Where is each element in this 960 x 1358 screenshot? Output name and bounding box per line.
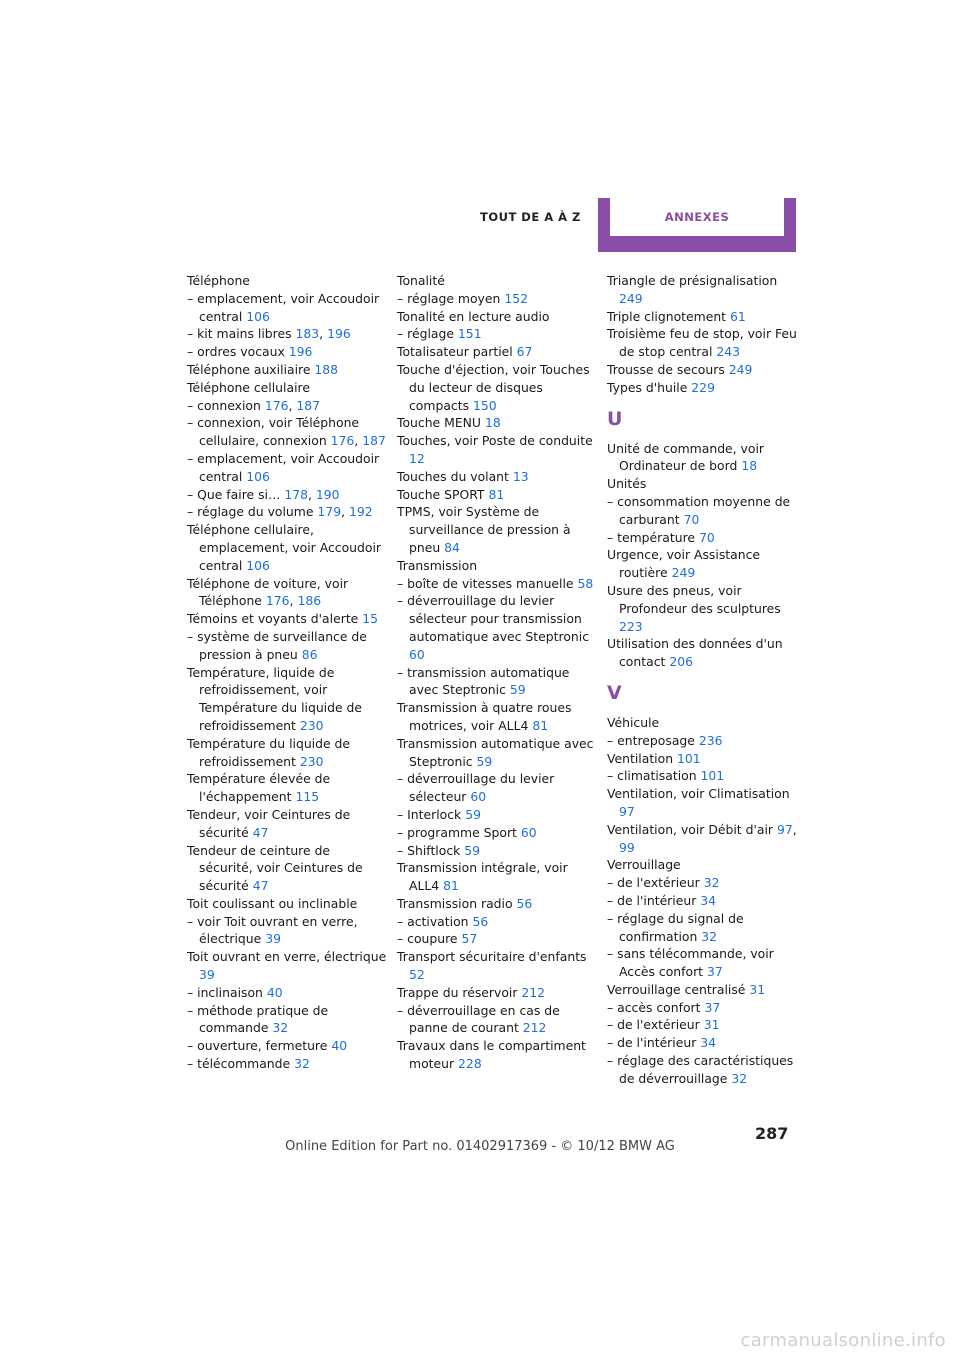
index-entry (607, 767, 803, 785)
index-entry-text: – programme Sport (397, 824, 517, 840)
page-reference-link[interactable]: 178 (284, 486, 308, 502)
index-entry (607, 874, 803, 892)
index-entry-text: Trousse de secours (607, 361, 725, 377)
index-entry (187, 272, 387, 290)
index-entry (607, 582, 803, 635)
index-entry (397, 824, 597, 842)
index-entry (187, 1002, 387, 1038)
page-reference-link[interactable]: 152 (504, 290, 528, 306)
index-entry-text: – de l'extérieur (607, 875, 700, 891)
index-entry-text: Urgence, voir Assistance routière (607, 547, 761, 581)
page-reference-link[interactable]: 81 (532, 717, 549, 733)
page-reference-link[interactable]: 59 (476, 753, 493, 769)
index-entry-text: Température du liquide de refroidissement (187, 735, 351, 769)
index-entry-text: Température, liquide de refroidissement, voir Température du liquide de refroidissement (187, 664, 363, 733)
index-entry-text: – déverrouillage du levier sélecteur pour transmission automatique avec Steptronic (397, 593, 590, 644)
index-entry (187, 450, 387, 486)
index-entry-text: Verrouillage centralisé (607, 981, 746, 997)
page-reference-link[interactable]: 236 (698, 732, 723, 748)
index-entry (397, 272, 597, 290)
page-reference-link[interactable]: 101 (700, 768, 725, 784)
index-entry-text: TPMS, voir Système de surveillance de pression à pneu (397, 504, 571, 555)
index-entry-text: Transport sécuritaire d'enfants (397, 949, 587, 965)
index-entry-text: – sans télécommande, voir Accès confort (607, 946, 774, 980)
index-entry-text: – ouverture, fermeture (187, 1038, 328, 1054)
index-entry-text: – de l'intérieur (607, 892, 697, 908)
page-reference-link[interactable]: 58 (577, 575, 594, 591)
page-reference-link[interactable]: 150 (473, 397, 497, 413)
index-entry-text: Touches du volant (397, 468, 509, 484)
index-column-3 (607, 272, 803, 1088)
index-entry-text: – emplacement, voir Accoudoir central (187, 290, 380, 324)
index-entry (397, 290, 597, 308)
page-reference-link[interactable]: 60 (409, 646, 425, 662)
page-reference-link[interactable]: 106 (246, 308, 270, 324)
page-reference-link[interactable]: 101 (677, 750, 701, 766)
page-reference-link[interactable]: 39 (199, 967, 215, 983)
page-reference-link[interactable]: 229 (691, 379, 715, 395)
index-letter-heading: V (607, 681, 622, 704)
page-reference-link[interactable]: 52 (409, 967, 425, 983)
index-entry (397, 503, 597, 556)
page-reference-link[interactable]: 34 (700, 892, 717, 908)
index-entry (607, 910, 803, 946)
index-entry-text: Unité de commande, voir Ordinateur de bord (607, 440, 765, 474)
index-entry-text: Toit coulissant ou inclinable (187, 895, 358, 911)
index-entry (187, 913, 387, 949)
index-entry (397, 735, 597, 771)
page-reference-link[interactable]: 37 (704, 999, 721, 1015)
index-entry-text: – transmission automatique avec Steptronic (397, 664, 570, 698)
page-reference-link[interactable]: 56 (516, 895, 533, 911)
index-entry-text: Types d'huile (607, 379, 688, 395)
index-entry (187, 664, 387, 735)
index-entry (187, 610, 387, 628)
index-entry (397, 842, 597, 860)
page-number: 287 (755, 1124, 789, 1143)
page-reference-link[interactable]: 32 (294, 1056, 310, 1072)
index-entry (187, 1055, 387, 1073)
index-entry (607, 475, 803, 493)
index-entry (607, 493, 803, 529)
index-entry (397, 859, 597, 895)
page-reference-link[interactable]: 39 (265, 931, 281, 947)
footer-edition: Online Edition for Part no. 01402917369 - © 10/12 BMW AG (285, 1139, 675, 1154)
page-reference-link[interactable]: 115 (295, 789, 320, 805)
page-reference-link[interactable]: 196 (327, 326, 351, 342)
index-entry-text: Téléphone auxiliaire (187, 361, 311, 377)
index-entry (187, 895, 387, 913)
index-entry: – réglage du volume 179, 192 (187, 504, 373, 520)
page-reference-link[interactable]: 176 (330, 433, 355, 449)
page-reference-link[interactable]: 18 (484, 415, 501, 431)
index-entry-text: Téléphone de voiture, voir Téléphone (187, 575, 349, 609)
index-entry (607, 945, 803, 981)
page-reference-link[interactable]: 37 (707, 964, 723, 980)
index-entry (397, 664, 597, 700)
index-entry (607, 1034, 803, 1052)
index-entry (607, 325, 803, 361)
index-entry-text: Transmission radio (397, 895, 513, 911)
page-reference-link[interactable]: 228 (458, 1056, 482, 1072)
page-reference-link[interactable]: 32 (703, 875, 720, 891)
page-reference-link[interactable]: 187 (296, 397, 321, 413)
index-entry (397, 308, 597, 326)
page-reference-link[interactable]: 176 (264, 397, 289, 413)
index-entry: – connexion 176, 187 (187, 397, 321, 413)
page-reference-link[interactable]: 31 (703, 1017, 720, 1033)
page-reference-link[interactable]: 86 (301, 646, 318, 662)
index-entry-text: Transmission (397, 557, 478, 573)
index-column-2 (397, 272, 597, 1073)
index-entry-text: Transmission automatique avec Steptronic (397, 735, 594, 769)
page-reference-link[interactable]: 249 (671, 565, 696, 581)
page-reference-link[interactable]: 47 (252, 878, 269, 894)
index-entry: – kit mains libres 183, 196 (187, 326, 351, 342)
page-reference-link[interactable]: 40 (331, 1038, 348, 1054)
index-entry: Ventilation, voir Débit d'air 97, 99 (607, 821, 797, 855)
index-entry (607, 635, 803, 671)
page-reference-link[interactable]: 249 (728, 361, 753, 377)
index-entry-text: – Interlock (397, 806, 462, 822)
index-entry-text: Transmission à quatre roues motrices, voir ALL4 (397, 700, 572, 733)
page-reference-link[interactable]: 106 (246, 557, 270, 573)
page-reference-link[interactable]: 59 (465, 806, 481, 822)
index-entry (607, 732, 803, 750)
index-letter-heading: U (607, 407, 623, 430)
index-entry (397, 468, 597, 486)
index-entry-text: Totalisateur partiel (397, 344, 513, 360)
index-entry-text: Tonalité en lecture audio (397, 308, 550, 324)
index-entry: – connexion, voir Téléphone cellulaire, connexion 176, 187 (187, 415, 386, 449)
index-entry-text: Troisième feu de stop, voir Feu de stop central (607, 326, 797, 360)
page-reference-link[interactable]: 59 (509, 682, 526, 698)
index-entry-text: – réglage moyen (397, 290, 501, 306)
index-entry-text: Téléphone (187, 273, 250, 288)
index-entry-text: – de l'intérieur (607, 1035, 697, 1051)
page-reference-link[interactable]: 40 (266, 984, 283, 1000)
index-entry (397, 414, 597, 432)
index-entry-text: Température élevée de l'échappement (187, 771, 331, 805)
index-entry (607, 999, 803, 1017)
page-reference-link[interactable]: 192 (348, 504, 373, 520)
index-entry (187, 521, 387, 574)
index-entry (397, 432, 597, 468)
index-entry-text: Triple clignotement (607, 308, 727, 324)
index-entry-text: Tonalité (397, 273, 445, 288)
index-entry (607, 750, 803, 768)
index-entry (607, 856, 803, 874)
index-entry-text: – coupure (397, 931, 458, 947)
index-entry (607, 529, 803, 547)
index-entry (187, 735, 387, 771)
page-reference-link[interactable]: 187 (362, 433, 386, 449)
page-reference-link[interactable]: 223 (619, 618, 643, 634)
index-entry-text: Véhicule (607, 714, 660, 730)
page-reference-link[interactable]: 212 (522, 1020, 547, 1036)
index-entry-text: Transmission intégrale, voir ALL4 (397, 860, 568, 894)
index-entry (187, 1037, 387, 1055)
page-reference-link[interactable]: 70 (698, 529, 715, 545)
index-entry (607, 1016, 803, 1034)
index-entry-text: – télécommande (187, 1056, 291, 1072)
index-entry-text: Téléphone cellulaire, emplacement, voir Accoudoir central (187, 522, 381, 573)
index-entry (397, 948, 597, 984)
page-reference-link[interactable]: 206 (669, 654, 693, 670)
index-entry-text: – de l'extérieur (607, 1017, 700, 1033)
index-entry (607, 361, 803, 379)
page-reference-link[interactable]: 60 (470, 789, 487, 805)
index-entry-text: – méthode pratique de commande (187, 1002, 329, 1036)
index-entry-text: – activation (397, 913, 469, 929)
index-entry-text: – voir Toit ouvrant en verre, électrique (187, 913, 358, 947)
index-entry (187, 343, 387, 361)
index-entry-text: – kit mains libres (187, 326, 292, 342)
index-entry (397, 486, 597, 504)
index-entry-text: Téléphone cellulaire (187, 379, 310, 395)
index-entry-text: – Shiftlock (397, 842, 461, 858)
watermark: carmanualsonline.info (740, 1330, 946, 1351)
index-entry-text: Ventilation, voir Débit d'air (607, 821, 773, 837)
index-entry (397, 1002, 597, 1038)
index-entry-text: Touche d'éjection, voir Touches du lecteur de disques compacts (397, 361, 590, 413)
index-column-1 (187, 272, 387, 1073)
index-entry-text: Travaux dans le compartiment moteur (397, 1038, 586, 1072)
index-entry-text: – ordres vocaux (187, 344, 285, 360)
index-entry (397, 361, 597, 414)
page-reference-link[interactable]: 61 (730, 308, 746, 324)
index-entry-text: Usure des pneus, voir Profondeur des sculptures (607, 582, 781, 616)
index-entry (397, 913, 597, 931)
index-entry-text: Triangle de présignalisation (607, 273, 778, 288)
index-entry-text: – climatisation (607, 768, 697, 784)
page-reference-link[interactable]: 70 (683, 511, 700, 527)
index-entry-text: Tendeur, voir Ceintures de sécurité (187, 806, 351, 840)
index-entry (397, 895, 597, 913)
page-reference-link[interactable]: 12 (409, 450, 425, 466)
section-title: TOUT DE A À Z (480, 210, 581, 224)
index-entry (187, 770, 387, 806)
page-reference-link[interactable]: 15 (362, 611, 379, 627)
index-entry-text: – réglage des caractéristiques de déverrouillage (607, 1053, 794, 1086)
page-reference-link[interactable]: 243 (716, 344, 741, 360)
page-reference-link[interactable]: 32 (272, 1020, 289, 1036)
page-reference-link[interactable]: 176 (265, 593, 290, 609)
page-reference-link[interactable]: 151 (457, 326, 482, 342)
index-entry (607, 981, 803, 999)
index-entry-text: Ventilation, voir Climatisation (607, 786, 790, 802)
index-entry (397, 806, 597, 824)
index-entry-text: – consommation moyenne de carburant (607, 493, 791, 527)
page-reference-link[interactable]: 13 (512, 468, 529, 484)
index-entry (187, 379, 387, 397)
page-reference-link[interactable]: 196 (288, 344, 313, 360)
index-entry-text: Utilisation des données d'un contact (607, 636, 783, 670)
page-reference-link[interactable]: 34 (700, 1035, 717, 1051)
page-reference-link[interactable]: 183 (295, 326, 320, 342)
page-reference-link[interactable]: 31 (749, 981, 766, 997)
page-reference-link[interactable]: 190 (315, 486, 340, 502)
page-reference-link[interactable]: 186 (297, 593, 322, 609)
index-entry-text: – Que faire si… (187, 486, 281, 502)
chapter-tab-label: ANNEXES (610, 198, 784, 236)
index-entry-text: – réglage (397, 326, 454, 342)
index-entry-text: Ventilation (607, 750, 674, 766)
index-entry (397, 557, 597, 575)
index-entry-text: Touche SPORT (397, 486, 485, 502)
index-entry-text: – boîte de vitesses manuelle (397, 575, 574, 591)
index-entry (187, 361, 387, 379)
index-entry (397, 343, 597, 361)
index-entry-text: – emplacement, voir Accoudoir central (187, 450, 380, 484)
page-reference-link[interactable]: 230 (299, 717, 324, 733)
index-entry (397, 325, 597, 343)
index-entry (187, 948, 387, 984)
index-entry-text: Trappe du réservoir (397, 984, 518, 1000)
index-entry (397, 575, 597, 593)
index-entry (187, 842, 387, 895)
index-entry-text: Témoins et voyants d'alerte (187, 611, 359, 627)
index-entry (397, 699, 597, 735)
index-entry (187, 806, 387, 842)
index-entry (397, 984, 597, 1002)
page-reference-link[interactable]: 84 (444, 539, 460, 555)
index-entry (607, 546, 803, 582)
index-entry (607, 272, 803, 308)
index-entry (607, 892, 803, 910)
index-entry: Téléphone de voiture, voir Téléphone 176, 186 (187, 575, 349, 609)
page-reference-link[interactable]: 32 (731, 1070, 748, 1086)
page-reference-link[interactable]: 32 (701, 928, 718, 944)
index-entry (607, 379, 803, 397)
index-entry-text: – déverrouillage du levier sélecteur (397, 771, 555, 805)
index-entry-text: Touche MENU (397, 415, 481, 431)
page-reference-link[interactable]: 97 (776, 821, 793, 837)
page-reference-link[interactable]: 188 (314, 361, 339, 377)
page-reference-link[interactable]: 56 (472, 913, 489, 929)
index-entry-text: Toit ouvrant en verre, électrique (187, 949, 387, 965)
index-entry (187, 628, 387, 664)
page-reference-link[interactable]: 47 (252, 824, 269, 840)
page-reference-link[interactable]: 57 (461, 931, 478, 947)
page-reference-link[interactable]: 106 (246, 468, 270, 484)
index-entry (607, 440, 803, 476)
index-entry (397, 592, 597, 663)
page-reference-link[interactable]: 81 (443, 878, 459, 894)
page-reference-link[interactable]: 67 (516, 344, 533, 360)
page-reference-link[interactable]: 230 (299, 753, 324, 769)
index-entry-text: – connexion (187, 397, 261, 413)
page-reference-link[interactable]: 179 (317, 504, 342, 520)
page-reference-link[interactable]: 249 (619, 290, 643, 306)
index-entry-text: – déverrouillage en cas de panne de courant (397, 1002, 560, 1036)
index-entry (397, 1037, 597, 1073)
index-entry-text: – réglage du signal de confirmation (607, 910, 744, 944)
page-reference-link[interactable]: 59 (464, 842, 481, 858)
index-entry (397, 770, 597, 806)
page-reference-link[interactable]: 97 (619, 803, 635, 819)
index-entry (397, 930, 597, 948)
index-entry-text: Unités (607, 476, 647, 492)
index-entry-text: Verrouillage (607, 857, 681, 873)
index-entry (187, 984, 387, 1002)
index-entry (607, 785, 803, 821)
chapter-tab (598, 198, 796, 252)
index-entry (607, 308, 803, 326)
index-entry-text: – température (607, 529, 696, 545)
index-entry-text: – accès confort (607, 999, 701, 1015)
page-reference-link[interactable]: 81 (488, 486, 505, 502)
index-entry (607, 714, 803, 732)
index-entry-text: – connexion, voir Téléphone cellulaire, connexion (187, 415, 360, 449)
page-reference-link[interactable]: 18 (741, 458, 758, 474)
index-entry-text: Touches, voir Poste de conduite (397, 433, 593, 449)
index-entry-text: – entreposage (607, 732, 695, 748)
page-reference-link[interactable]: 212 (521, 984, 546, 1000)
index-entry (187, 290, 387, 326)
index-entry-text: – inclinaison (187, 984, 263, 1000)
index-entry-text: – réglage du volume (187, 504, 314, 520)
page-reference-link[interactable]: 60 (520, 824, 537, 840)
index-entry: – Que faire si… 178, 190 (187, 486, 340, 502)
index-entry-text: – système de surveillance de pression à pneu (187, 628, 367, 662)
page-reference-link[interactable]: 99 (619, 839, 635, 855)
index-entry-text: Tendeur de ceinture de sécurité, voir Ceintures de sécurité (187, 842, 363, 894)
index-entry (607, 1052, 803, 1088)
